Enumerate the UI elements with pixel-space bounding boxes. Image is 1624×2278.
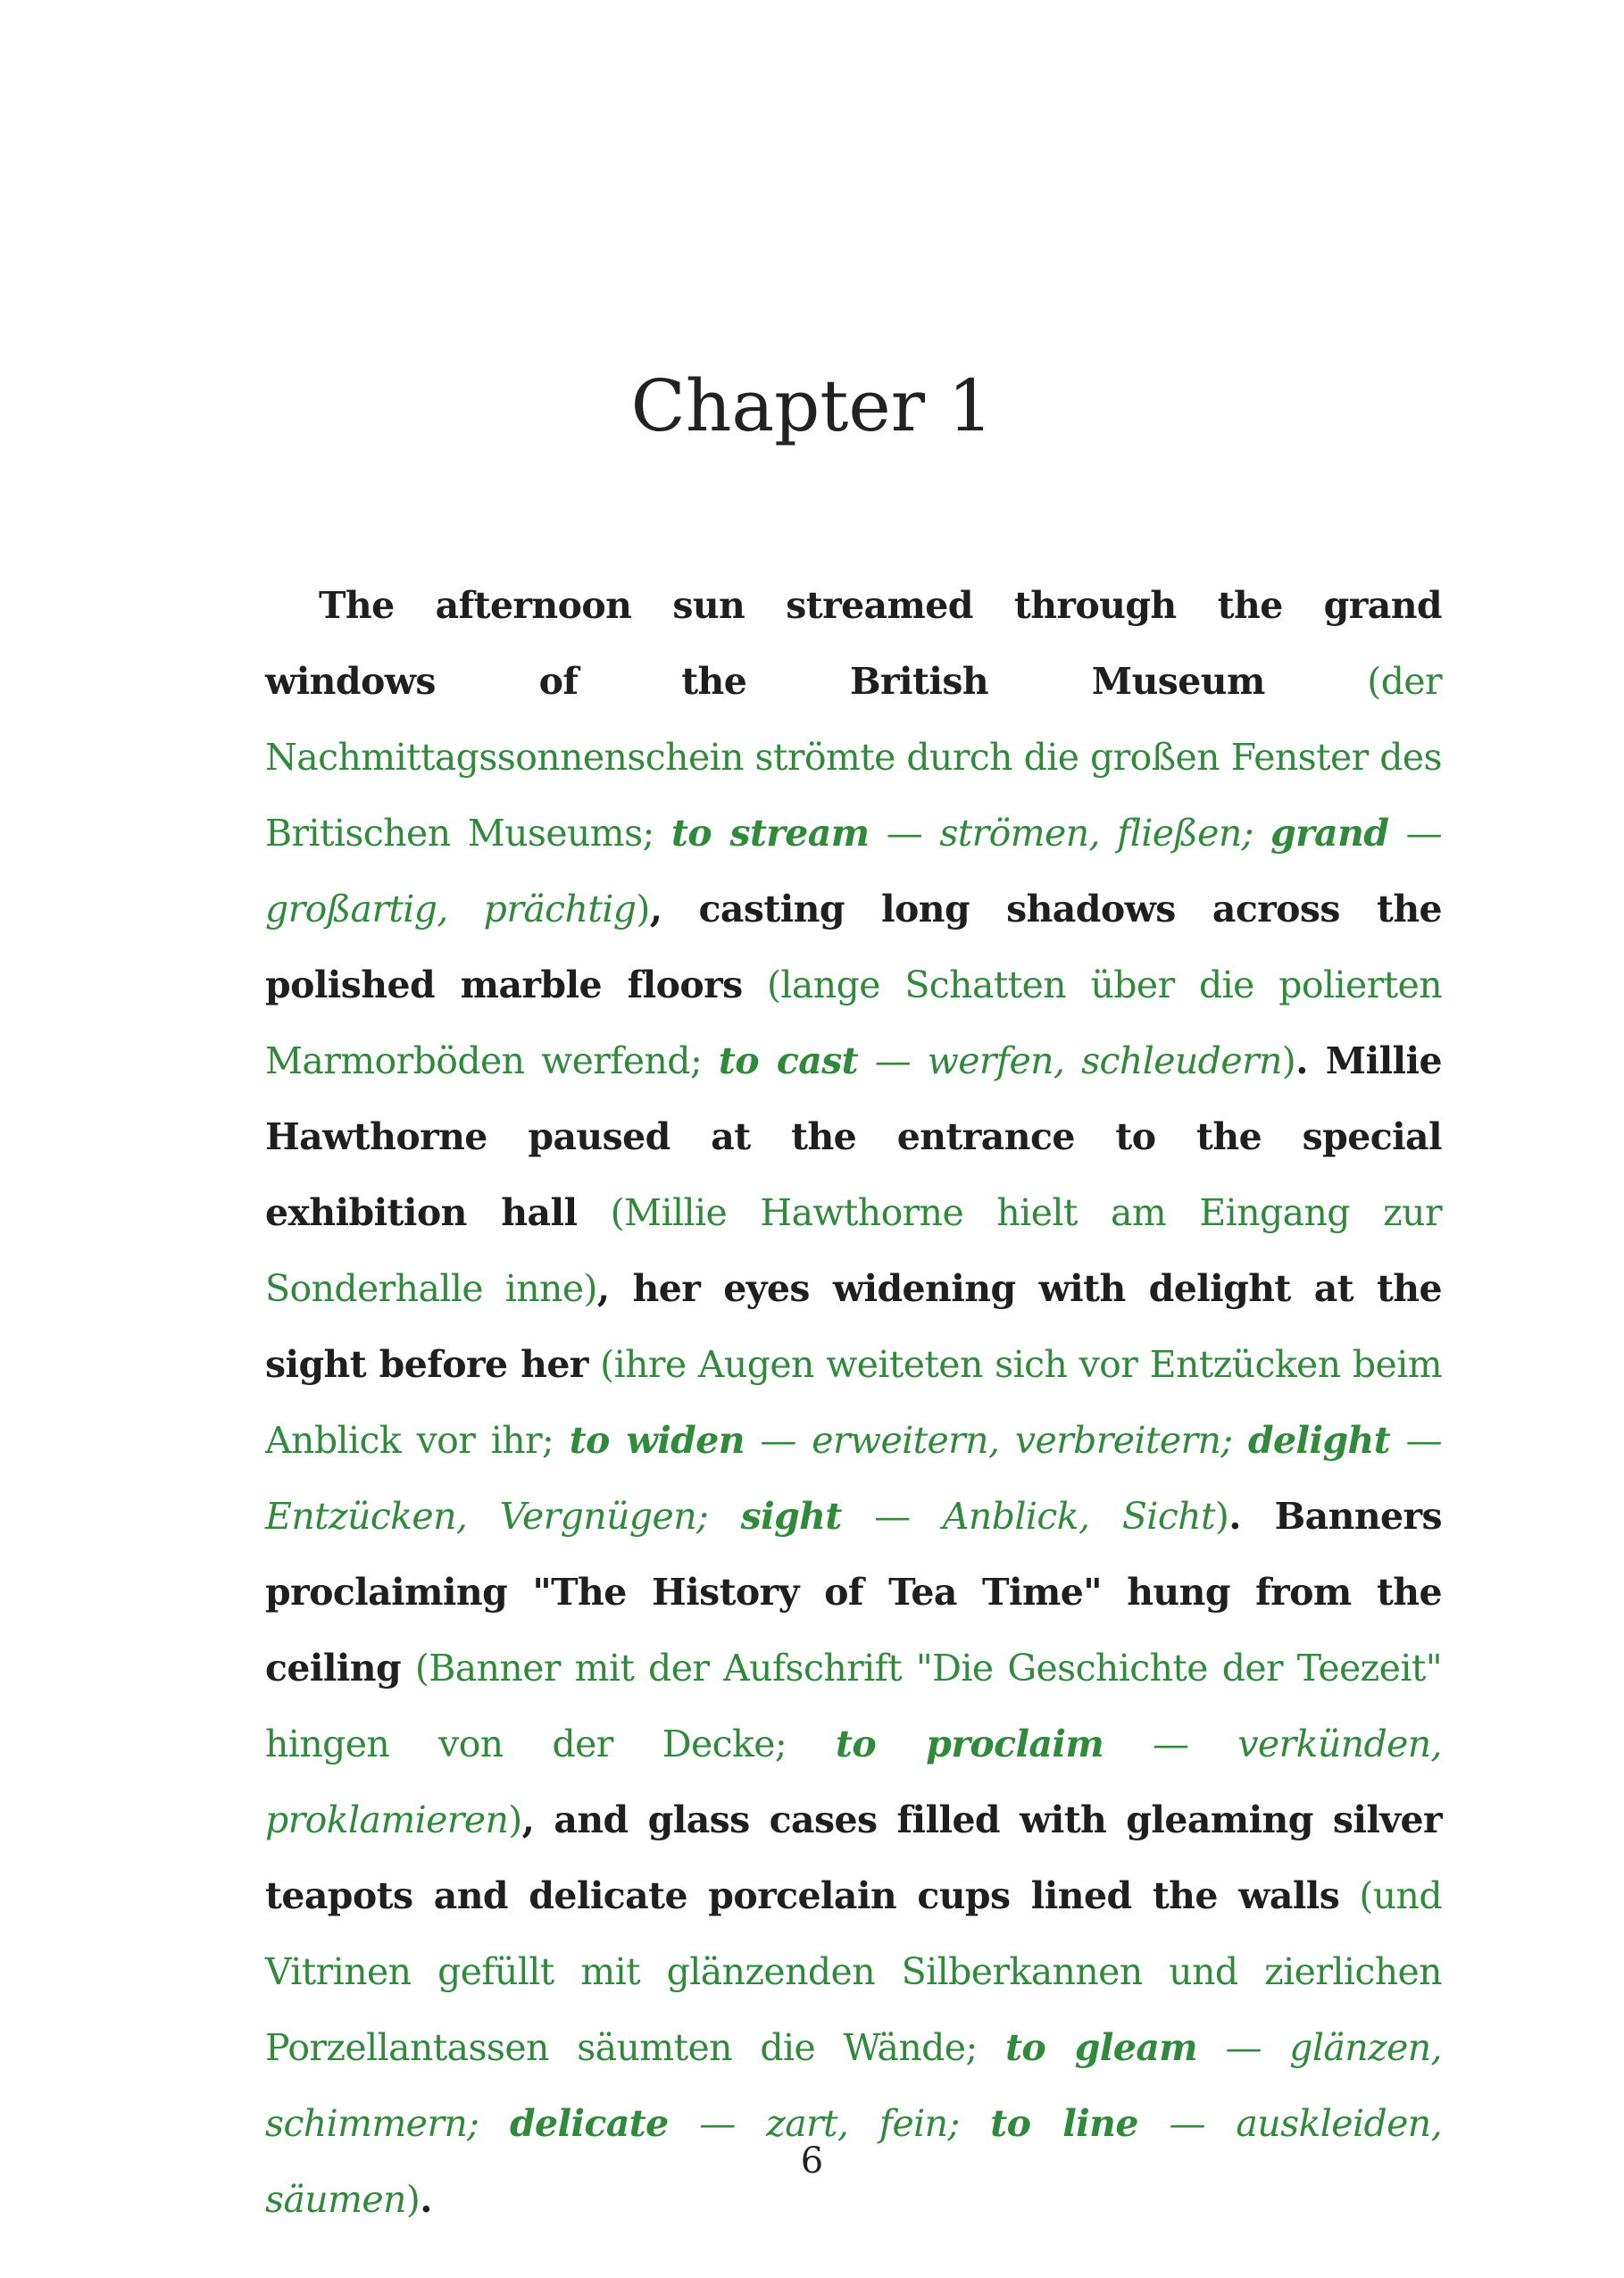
vocab-term: delight (1247, 1419, 1391, 1462)
vocab-term: to proclaim (836, 1723, 1104, 1765)
english-sentence: , her eyes widening with delight at the sight before her (265, 1267, 1442, 1386)
gloss-close: ) (636, 888, 650, 930)
vocab-definition: — erweitern, verbreitern; (744, 1419, 1248, 1462)
vocab-definition: — auskleiden, säumen (265, 2102, 1443, 2221)
gloss-close: ) (1281, 1039, 1296, 1082)
vocab-definition: — großartig, prächtig (265, 812, 1442, 930)
body-paragraph (265, 568, 1442, 2238)
gloss-translation: (Banner mit der Aufschrift "Die Geschichte der Teezeit" hingen von der Decke; (265, 1647, 1442, 1765)
vocab-term: to gleam (1005, 2026, 1198, 2069)
vocab-definition: — glänzen, schimmern; (265, 2026, 1442, 2145)
english-sentence: Millie Hawthorne paused at the entrance to the special exhibition hall (265, 1039, 1442, 1234)
vocab-term: to cast (718, 1039, 859, 1082)
vocab-definition: — strömen, fließen; (869, 812, 1271, 855)
vocab-term: grand (1270, 812, 1389, 855)
english-sentence: , and glass cases filled with gleaming silver teapots and delicate porcelain cups lined the walls (265, 1798, 1442, 1917)
vocab-definition: — Anblick, Sicht (841, 1495, 1215, 1538)
gloss-translation: (und Vitrinen gefüllt mit glänzenden Silberkannen und zierlichen Porzellantassen säumten die Wände; (265, 1874, 1442, 2069)
gloss-close: ) (508, 1798, 522, 1841)
english-sentence: , casting long shadows across the polished marble floors (265, 888, 1443, 1006)
gloss-translation: (der Nachmittagssonnenschein strömte durch die großen Fenster des Britischen Museums; (265, 660, 1442, 855)
vocab-definition: — verkünden, proklamieren (265, 1723, 1442, 1841)
vocab-term: delicate (509, 2102, 669, 2145)
gloss-close: ) (1214, 1495, 1229, 1538)
sentence-end: . (1295, 1039, 1308, 1082)
vocab-definition: — zart, fein; (668, 2102, 991, 2145)
vocab-definition: — werfen, schleudern (858, 1039, 1282, 1082)
vocab-definition: — Entzücken, Vergnügen; (265, 1419, 1442, 1538)
gloss-translation: (lange Schatten über die polierten Marmorböden werfend; (265, 964, 1442, 1082)
gloss-close: ) (405, 2178, 421, 2221)
english-sentence: The afternoon sun streamed through the grand windows of the British Museum (265, 584, 1442, 703)
vocab-term: sight (740, 1495, 842, 1538)
german-gloss: (Millie Hawthorne hielt am Eingang zur Sonderhalle inne) (265, 1191, 1442, 1310)
vocab-term: to widen (569, 1419, 745, 1462)
chapter-title: Chapter 1 (630, 364, 994, 447)
gloss-translation: (ihre Augen weiteten sich vor Entzücken beim Anblick vor ihr; (265, 1343, 1442, 1462)
english-sentence: . Banners proclaiming "The History of Tea Time" hung from the ceiling (265, 1495, 1442, 1690)
sentence-end: . (420, 2178, 432, 2221)
vocab-term: to line (990, 2102, 1138, 2145)
vocab-term: to stream (670, 812, 870, 855)
page-number: 6 (800, 2140, 824, 2182)
